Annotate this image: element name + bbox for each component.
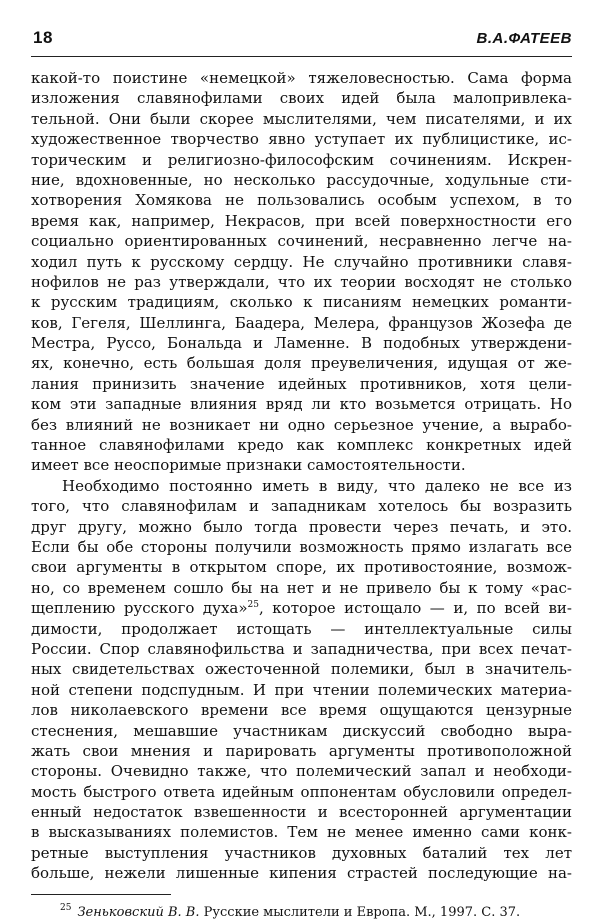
text-line: ние, вдохновенные, но несколько рассудочные, ходульные сти- <box>31 170 572 189</box>
text-line: ной степени подспудным. И при чтении полемических материа- <box>31 680 572 699</box>
text-line: того, что славянофилам и западникам хотелось бы возразить <box>31 497 572 516</box>
text-line: торическим и религиозно-философским сочинениям. Искрен- <box>31 150 572 169</box>
text-line: димости, продолжает истощать — интеллектуальные силы <box>31 619 572 638</box>
text-line: хотворения Хомякова не пользовались особым успехом, в то <box>31 191 572 210</box>
footnote-text: Русские мыслители и Европа. М., 1997. С. 37. <box>203 904 521 920</box>
text-line: стеснения, мешавшие участникам дискуссий свободно выра- <box>31 721 572 740</box>
paragraph <box>31 68 572 476</box>
text-line: имеет все неоспоримые признаки самостоятельности. <box>31 456 466 475</box>
text-line: жать свои мнения и парировать аргументы противоположной <box>31 741 572 760</box>
footnote <box>31 905 572 921</box>
text-line-with-note <box>31 598 572 618</box>
text-line: какой-то поистине «немецкой» тяжеловесностью. Сама форма <box>31 69 572 87</box>
text-line: ков, Гегеля, Шеллинга, Баадера, Мелера, французов Жозефа де <box>31 313 572 332</box>
text-line: лов николаевского времени все время ощущаются цензурные <box>31 701 572 720</box>
text-line: ком эти западные влияния вряд ли кто возьмется отрицать. Но <box>31 395 572 414</box>
footnote-number: 25 <box>60 903 72 914</box>
text-line: мость быстрого ответа идейным оппонентам обусловили определ- <box>31 782 572 801</box>
text-line: ходил путь к русскому сердцу. Не случайно противники славя- <box>31 252 572 271</box>
text-line: енный недостаток взвешенности и всесторонней аргументации <box>31 803 572 822</box>
page-header <box>31 26 572 57</box>
text-line: России. Спор славянофильства и западничества, при всех печат- <box>31 639 572 658</box>
page-number: 18 <box>33 28 53 47</box>
text-fragment: , которое истощало — и, по всей ви- <box>258 599 572 618</box>
text-line: к русским традициям, сколько к писаниям немецких романти- <box>31 293 572 312</box>
text-line: изложения славянофилами своих идей была малопривлека- <box>31 89 572 108</box>
text-line: ях, конечно, есть большая доля преувеличения, идущая от же- <box>31 354 572 373</box>
footnote-divider <box>31 894 171 895</box>
text-line: Необходимо постоянно иметь в виду, что далеко не все из <box>62 476 572 495</box>
text-line: больше, нежели лишенные кипения страстей последующие на- <box>31 864 572 883</box>
text-line: в высказываниях полемистов. Тем не менее именно сами конк- <box>31 823 572 842</box>
text-line: художественное творчество явно уступает их публицистике, ис- <box>31 130 572 149</box>
running-head-author: В.А.ФАТЕЕВ <box>476 30 572 47</box>
footnote-reference[interactable]: 25 <box>247 600 259 611</box>
text-line: Местра, Руссо, Бональда и Ламенне. В подобных утверждени- <box>31 334 572 353</box>
text-line: танное славянофилами кредо как комплекс конкретных идей <box>31 436 572 455</box>
footnote-author: Зеньковский В. В. <box>77 904 200 920</box>
text-line: лания принизить значение идейных противников, хотя цели- <box>31 374 572 393</box>
book-page <box>31 26 572 921</box>
text-line: ных свидетельствах ожесточенной полемики, был в значитель- <box>31 660 572 679</box>
text-line: тельной. Они были скорее мыслителями, чем писателями, и их <box>31 109 572 128</box>
text-fragment: щеплению русского духа» <box>31 599 248 618</box>
text-line: ретные выступления участников духовных баталий тех лет <box>31 843 572 862</box>
text-line: без влияний не возникает ни одно серьезное учение, а вырабо- <box>31 415 572 434</box>
text-line: Если бы обе стороны получили возможность прямо излагать все <box>31 537 572 556</box>
text-line: стороны. Очевидно также, что полемический запал и необходи- <box>31 762 572 781</box>
text-line: друг другу, можно было тогда провести через печать, и это. <box>31 517 572 536</box>
text-line: время как, например, Некрасов, при всей поверхностности его <box>31 211 572 230</box>
text-line: нофилов не раз утверждали, что их теории восходят не столько <box>31 272 572 291</box>
text-line: социально ориентированных сочинений, несравненно легче на- <box>31 232 572 251</box>
paragraph <box>31 476 572 884</box>
text-line: свои аргументы в открытом споре, их противостояние, возмож- <box>31 558 572 577</box>
text-line: но, со временем сошло бы на нет и не привело бы к тому «рас- <box>31 578 572 597</box>
main-text <box>31 68 572 884</box>
